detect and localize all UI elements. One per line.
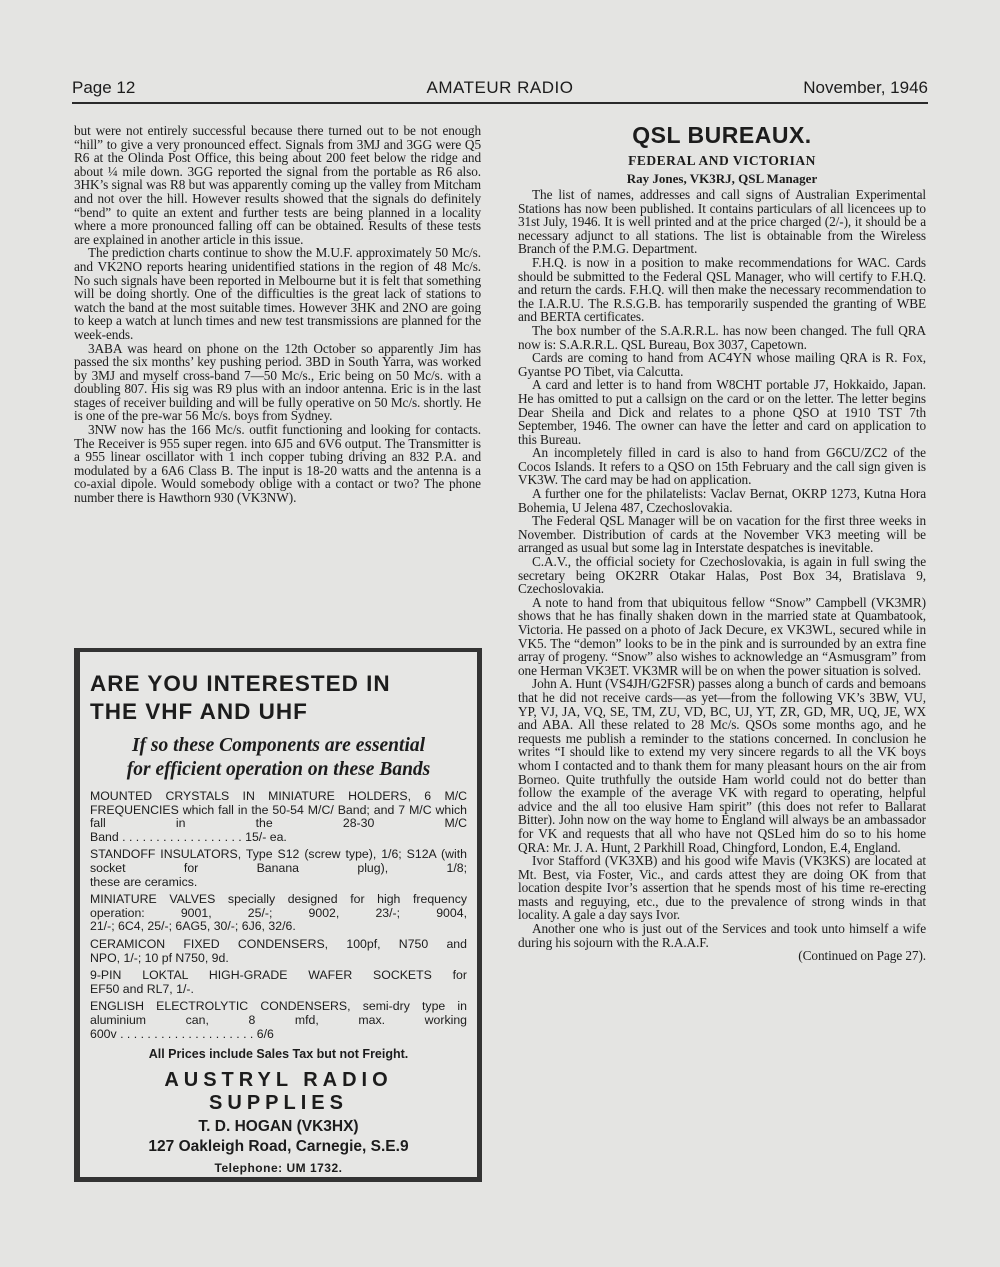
ad-headline-line2: THE VHF AND UHF bbox=[90, 699, 308, 724]
header-rule bbox=[72, 102, 928, 104]
section-byline: Ray Jones, VK3RJ, QSL Manager bbox=[626, 171, 818, 186]
article-paragraph: Cards are coming to hand from AC4YN whose mailing QRA is R. Fox, Gyantse PO Tibet, via Calcutta. bbox=[518, 350, 926, 379]
advertisement-box bbox=[74, 648, 482, 1182]
article-paragraph: An incompletely filled in card is also to hand from G6CU/ZC2 of the Cocos Islands. It refers to a QSO on 15th February and the call sign given is VK3W. The card may be had on application. bbox=[518, 445, 926, 488]
ad-price-note: All Prices include Sales Tax but not Freight. bbox=[148, 1047, 409, 1062]
left-column bbox=[74, 124, 481, 505]
ad-item-crystals: MOUNTED CRYSTALS IN MINIATURE HOLDERS, 6 M/C FREQUENCIES which fall in the 50-54 M/C/ Band; and 7 M/C which fall in the 28-30 M/C Band . . . . . . . . . . . . . . . . . . 15/- ea. bbox=[90, 789, 467, 844]
article-paragraph: F.H.Q. is now in a position to make recommendations for WAC. Cards should be submitted to the Federal QSL Manager, who will certify to F.H.Q. and return the cards. F.H.Q. will then make the necessary recommendation to the I.A.R.U. The R.S.G.B. has temporarily suspended the granting of WBE and BERTA certificates. bbox=[518, 254, 926, 325]
article-paragraph: A note to hand from that ubiquitous fellow “Snow” Campbell (VK3MR) shows that he has finally shaken down in the married state at Quambatook, Victoria. He passed on a photo of Jack Decure, ex VK3WL, secured while in VK5. The “demon” looks to be in the pink and is surrounded by an extra fine array of progeny. “Snow” also wishes to acknowledge an “Asmusgram” from one Herman VK3ET. VK3MR will be on when the power situation is solved. bbox=[518, 594, 926, 678]
article-paragraph: The box number of the S.A.R.R.L. has now been changed. The full QRA now is: S.A.R.R.L. QSL Bureau, Box 3037, Capetown. bbox=[518, 322, 926, 352]
ad-tagline bbox=[90, 734, 467, 782]
article-paragraph: 3NW now has the 166 Mc/s. outfit functioning and looking for contacts. The Receiver is 955 super regen. into 6J5 and 6V6 output. The Transmitter is a 955 linear oscillator with 1 inch copper tubing driving an 832 P.A. and modulated by a 6A6 Class B. The input is 18-20 watts and the antenna is a co-axial dipole. Would somebody oblige with a contact or two? The phone number there is Hawthorn 930 (VK3NW). bbox=[74, 422, 481, 506]
running-header bbox=[72, 78, 928, 102]
article-paragraph: 3ABA was heard on phone on the 12th October so apparently Jim has passed the six months’ key pushing period. 3BD in South Yarra, was worked by 3MJ and myself cross-band 7—50 Mc/s., Eric being on 50 Mc/s. with a doubling 807. His sig was R9 plus with an indoor antenna. Eric is in the last stages of receiver building and will be fully operative on 50 Mc/s. shortly. He is one of the pre-war 56 Mc/s. boys from Sydney. bbox=[74, 340, 481, 424]
ad-headline-line1: ARE YOU INTERESTED IN bbox=[90, 671, 391, 696]
section-subtitle: FEDERAL AND VICTORIAN bbox=[628, 153, 816, 168]
right-column bbox=[518, 122, 926, 963]
article-paragraph: The Federal QSL Manager will be on vacation for the first three weeks in November. Distribution of cards at the November VK3 meeting will be arranged as usual but some lag in Interstate despatches is inevitable. bbox=[518, 513, 926, 556]
ad-item-electrolytic: ENGLISH ELECTROLYTIC CONDENSERS, semi-dry type in aluminium can, 8 mfd, max. working 600v . . . . . . . . . . . . . . . . . . . . 6/6 bbox=[90, 999, 467, 1041]
issue-date: November, 1946 bbox=[803, 78, 928, 97]
ad-item-condensers: CERAMICON FIXED CONDENSERS, 100pf, N750 and NPO, 1/-; 10 pf N750, 9d. bbox=[90, 936, 467, 965]
article-paragraph: C.A.V., the official society for Czechoslovakia, is again in full swing the secretary being OK2RR Otakar Halas, Post Box 34, Bratislava 9, Czechoslovakia. bbox=[518, 554, 926, 597]
continued-note: (Continued on Page 27). bbox=[798, 948, 926, 964]
article-paragraph: John A. Hunt (VS4JH/G2FSR) passes along a bunch of cards and bemoans that he did not receive cards—as yet—from the following VK’s 3BW, VU, YP, VJ, JA, VQ, SE, TM, ZU, VD, BC, UJ, YT, ZR, GD, MR, UQ, JE, WX and ABA. All these related to 28 Mc/s. QSOs some months ago, and he requests me publish a reminder to the stations concerned. In conclusion he writes “I should like to extend my very sincere regards to all the VK boys whom I contacted and to thank them for many pleasant hours on the air from Borneo. Quite truthfully the outside Ham world could not do better than follow the example of the average VK with regard to operating, helpful advice and the all too elusive Ham spirit” (this does not refer to Ballarat Bitter). John now on the way home to England will always be an ambassador for VK and requests that all who have not QSLed him do so to his home QRA: Mr. J. A. Hunt, 2 Parkhill Road, Chingford, London, E.4, England. bbox=[518, 676, 926, 855]
ad-item-insulators: STANDOFF INSULATORS, Type S12 (screw type), 1/6; S12A (with socket for Banana plug), 1/8; these are ceramics. bbox=[90, 847, 467, 889]
ad-tagline-line2: for efficient operation on these Bands bbox=[126, 759, 431, 780]
article-paragraph: but were not entirely successful because there turned out to be not enough “hill” to give a very pronounced effect. Signals from 3MJ and 3GG were Q5 R6 at the Olinda Post Office, this being about 200 feet below the ridge and about ¼ mile down. 3GG reported the signal from the portable as R6 also. 3HK’s signal was R8 but was apparently coming up the valley from Mitcham and not over the hill. However results showed that the signals do definitely “bend” to quite an extent and further tests are being planned in a locality where a more pronounced falling off can be obtained. Results of these tests are explained in another article in this issue. bbox=[74, 123, 481, 247]
ad-item-valves: MINIATURE VALVES specially designed for high frequency operation: 9001, 25/-; 9002, 23/-; 9004, 21/-; 6C4, 25/-; 6AG5, 30/-; 6J6, 32/6. bbox=[90, 892, 467, 934]
article-paragraph: A card and letter is to hand from W8CHT portable J7, Hokkaido, Japan. He has omitted to put a callsign on the card or on the letter. The letter begins Dear Sheila and Dick and relates to a phone QSO at 1910 TST 7th September, 1946. The owner can have the letter and card on application to this Bureau. bbox=[518, 377, 926, 447]
article-paragraph: Another one who is just out of the Services and took unto himself a wife during his sojourn with the R.A.A.F. bbox=[518, 921, 926, 950]
article-paragraph: The list of names, addresses and call signs of Australian Experimental Stations has now been published. It contains particulars of all licencees up to 31st July, 1946. It is well printed and at the price charged (2/-), it should be a necessary adjunct to all stations. The list is obtainable from the Wireless Branch of the P.M.G. Department. bbox=[518, 187, 926, 257]
page-number: Page 12 bbox=[72, 78, 136, 97]
ad-contact-name: T. D. HOGAN (VK3HX) bbox=[198, 1118, 359, 1136]
publication-title: AMATEUR RADIO bbox=[426, 78, 574, 97]
ad-tagline-line1: If so these Components are essential bbox=[131, 735, 426, 756]
section-title: QSL BUREAUX. bbox=[632, 122, 812, 148]
article-paragraph: A further one for the philatelists: Vaclav Bernat, OKRP 1273, Kutna Hora Bohemia, U Jelena 487, Czechoslovakia. bbox=[518, 486, 926, 515]
ad-telephone: Telephone: UM 1732. bbox=[214, 1161, 343, 1176]
ad-item-sockets: 9-PIN LOKTAL HIGH-GRADE WAFER SOCKETS for EF50 and RL7, 1/-. bbox=[90, 968, 467, 996]
article-paragraph: The prediction charts continue to show the M.U.F. approximately 50 Mc/s. and VK2NO reports hearing unidentified stations in the region of 48 Mc/s. No such signals have been reported in Melbourne but it is felt that something will be doing shortly. One of the difficulties is the great lack of stations to watch the band at the most suitable times. However 3HK and 2NO are going to keep a watch at lunch times and new test transmissions are planned for the week-ends. bbox=[74, 245, 481, 342]
article-paragraph: Ivor Stafford (VK3XB) and his good wife Mavis (VK3KS) are located at Mt. Best, via Foster, Vic., and cards attest they are doing OK from that location despite Ivor’s assertion that he spends most of his time re-erecting masts and reguying, etc., due to the prevalence of strong winds in that locality. A gale a day says Ivor. bbox=[518, 853, 926, 923]
ad-company-name: AUSTRYL RADIO SUPPLIES bbox=[164, 1069, 393, 1115]
ad-address: 127 Oakleigh Road, Carnegie, S.E.9 bbox=[148, 1138, 409, 1156]
